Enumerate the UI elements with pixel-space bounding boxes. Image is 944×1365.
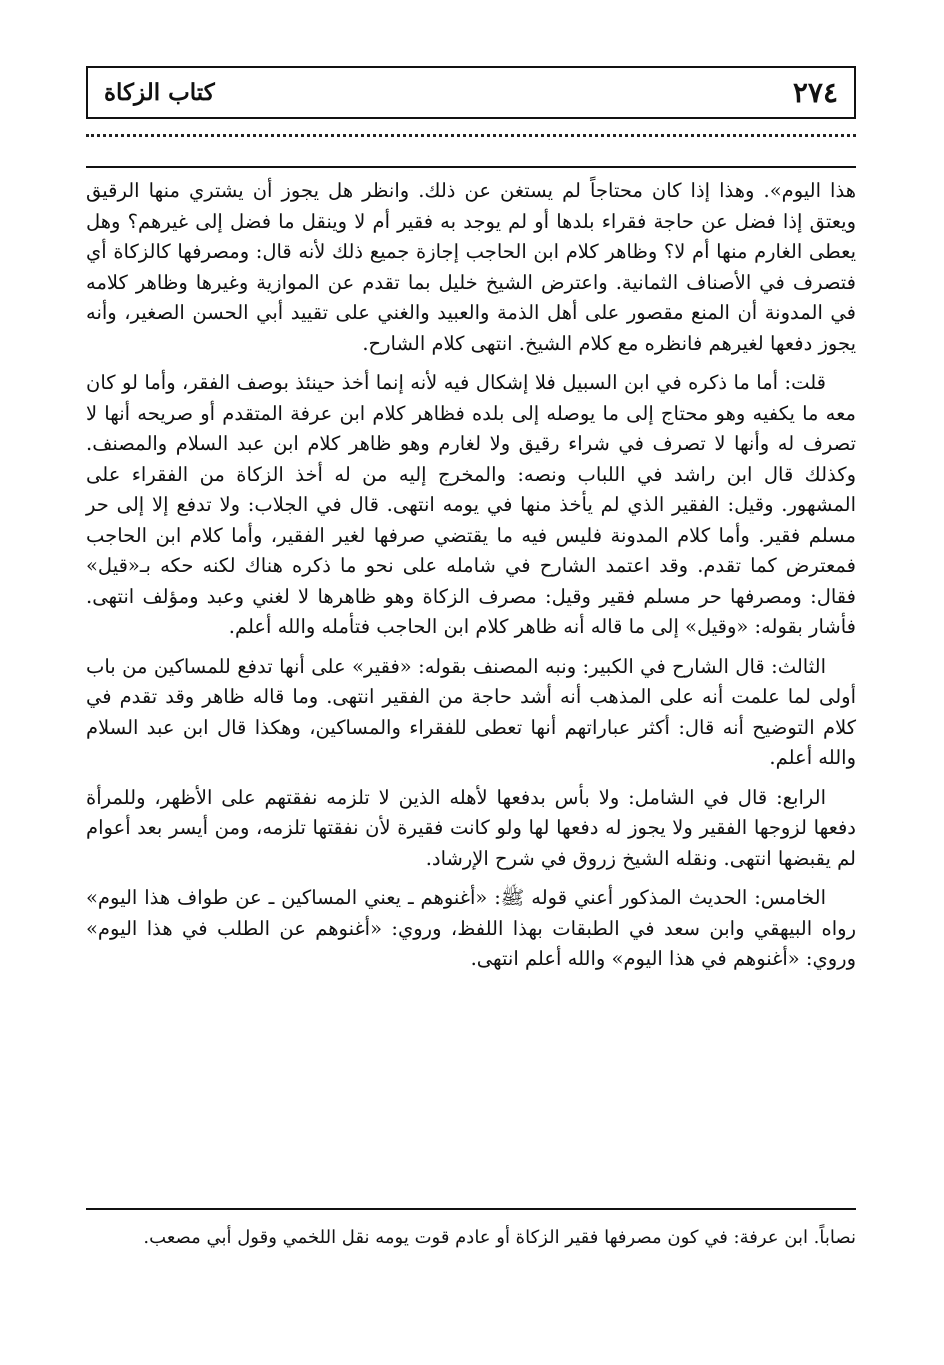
- book-title: كتاب الزكاة: [104, 79, 215, 106]
- page-number: ٢٧٤: [792, 76, 838, 109]
- header-divider: [86, 166, 856, 168]
- paragraph-continuation: هذا اليوم». وهذا إذا كان محتاجاً لم يستغن عن ذلك. وانظر هل يجوز أن يشتري منها الرقيق ويعتق إذا فضل عن حاجة فقراء بلدها أو لم يوجد به فقير أم لا وينقل ما فضل إلى غيرهم؟ وهل يعطى الغارم منها أم لا؟ وظاهر كلام ابن الحاجب إجازة جميع ذلك لأنه قال: ومصرفها كالزكاة أي فتصرف في الأصناف الثمانية. واعترض الشيخ خليل بما تقدم عن الموازية وغيرها وظاهر كلامه في المدونة أن المنع مقصور على أهل الذمة والعبيد والغني على تقييد أبي الحسن الصغير، وأنه يجوز دفعها لغيرهم فانظره مع كلام الشيخ. انتهى كلام الشارح.: [86, 179, 856, 355]
- paragraph-qultu: قلت: أما ما ذكره في ابن السبيل فلا إشكال فيه لأنه إنما أخذ حينئذ بوصف الفقر، وأما لو كان معه ما يكفيه وهو محتاج إلى ما يوصله إلى بلده فظاهر كلام ابن عرفة المتقدم أو صريحه أنها لا تصرف له وأنها لا تصرف في شراء رقيق ولا لغارم وهو ظاهر كلام ابن عبد السلام والمصنف. وكذلك قال ابن راشد في اللباب ونصه: والمخرج إليه من له أخذ الزكاة من الفقراء على المشهور. وقيل: الفقير الذي لم يأخذ منها في يومه انتهى. قال في الجلاب: ولا تدفع إلا إلى حر مسلم فقير. وأما كلام المدونة فليس فيه ما يقتضي صرفها لغير الفقير، وأما كلام ابن الحاجب فمعترض كما تقدم. وقد اعتمد الشارح في شامله على نحو ما ذكره هناك لكنه حكه بـ«قيل» فقال: ومصرفها حر مسلم فقير وقيل: مصرف الزكاة وهو ظاهرها لا لغني وعبد ومؤلف انتهى. فأشار بقوله: «وقيل» إلى ما قاله أنه ظاهر كلام ابن الحاجب فتأمله والله أعلم.: [86, 371, 856, 638]
- footnote-divider: [86, 1208, 856, 1210]
- paragraph-fourth: الرابع: قال في الشامل: ولا بأس بدفعها لأهله الذين لا تلزمه نفقتهم على الأظهر، وللمرأة دفعها لزوجها الفقير ولا يجوز له دفعها لها ولو كانت فقيرة لأن نفقتها تلزمه، ومن أيسر بعد أعوام لم يقبضها انتهى. ونقله الشيخ زروق في شرح الإرشاد.: [86, 785, 856, 870]
- footnote: نصاباً. ابن عرفة: في كون مصرفها فقير الزكاة أو عادم قوت يومه نقل اللخمي وقول أبي مصعب.: [143, 1227, 856, 1248]
- dotted-divider: [86, 134, 856, 137]
- running-header: [86, 66, 856, 119]
- paragraph-fifth: الخامس: الحديث المذكور أعني قوله ﷺ: «أغنوهم ـ يعني المساكين ـ عن طواف هذا اليوم» رواه البيهقي وابن سعد في الطبقات بهذا اللفظ، وروي: «أغنوهم عن الطلب في هذا اليوم» وروي: «أغنوهم في هذا اليوم» والله أعلم انتهى.: [86, 886, 856, 970]
- paragraph-third: الثالث: قال الشارح في الكبير: ونبه المصنف بقوله: «فقير» على أنها تدفع للمساكين من باب أولى لما علمت أنه على المذهب أنه أشد حاجة من الفقير انتهى. وما قاله ظاهر وقد تقدم في كلام التوضيح أنه قال: أكثر عباراتهم أنها تعطى للفقراء والمساكين، وهكذا قال ابن عبد السلام والله أعلم.: [86, 654, 856, 769]
- main-text-body: [86, 176, 856, 984]
